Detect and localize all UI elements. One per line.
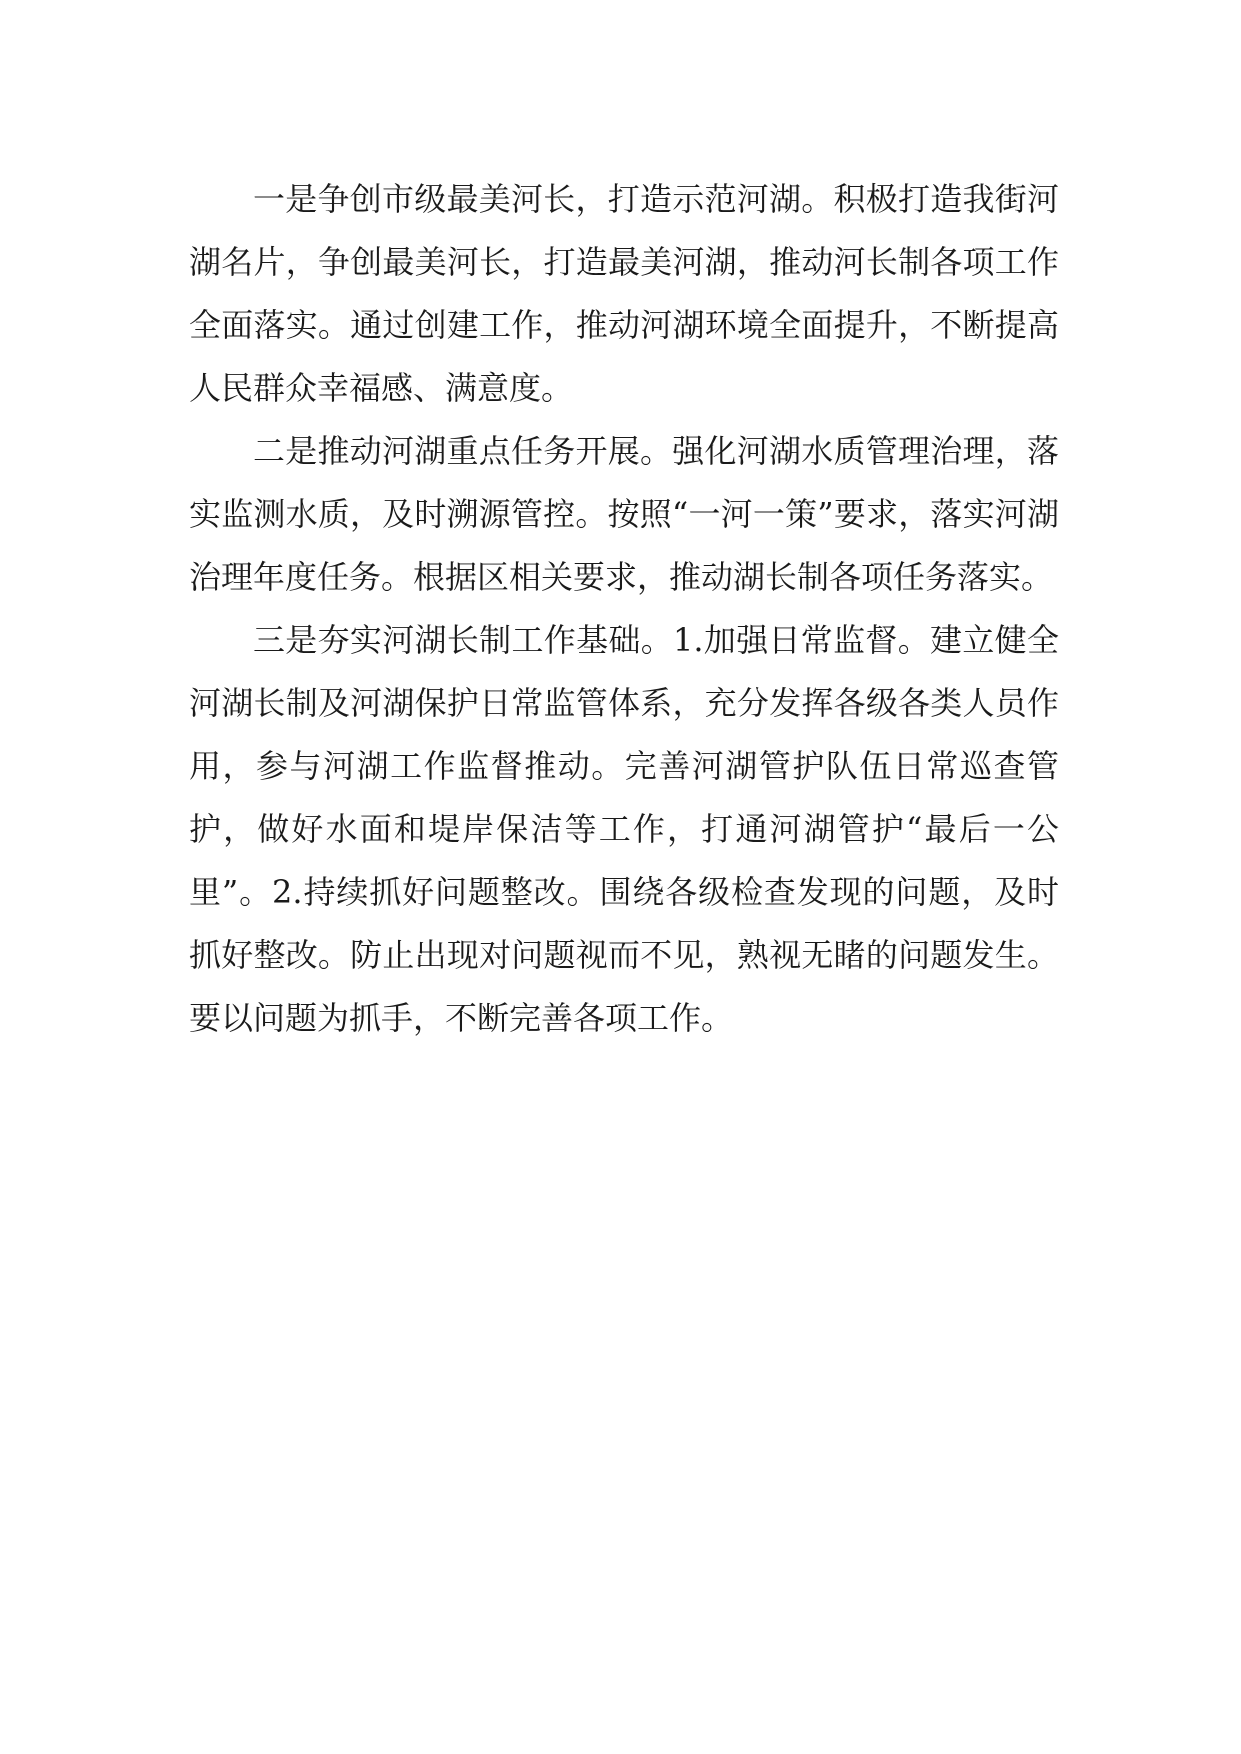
document-body <box>189 168 1059 1050</box>
paragraph-1: 一是争创市级最美河长，打造示范河湖。积极打造我街河湖名片，争创最美河长，打造最美河湖，推动河长制各项工作全面落实。通过创建工作，推动河湖环境全面提升，不断提高人民群众幸福感、满意度。 <box>189 180 1059 407</box>
paragraph-2: 二是推动河湖重点任务开展。强化河湖水质管理治理，落实监测水质，及时溯源管控。按照“一河一策”要求，落实河湖治理年度任务。根据区相关要求，推动湖长制各项任务落实。 <box>189 432 1059 596</box>
paragraph-3: 三是夯实河湖长制工作基础。1.加强日常监督。建立健全河湖长制及河湖保护日常监管体系，充分发挥各级各类人员作用，参与河湖工作监督推动。完善河湖管护队伍日常巡查管护，做好水面和堤岸保洁等工作，打通河湖管护“最后一公里”。2.持续抓好问题整改。围绕各级检查发现的问题，及时抓好整改。防止出现对问题视而不见，熟视无睹的问题发生。要以问题为抓手，不断完善各项工作。 <box>189 621 1059 1037</box>
